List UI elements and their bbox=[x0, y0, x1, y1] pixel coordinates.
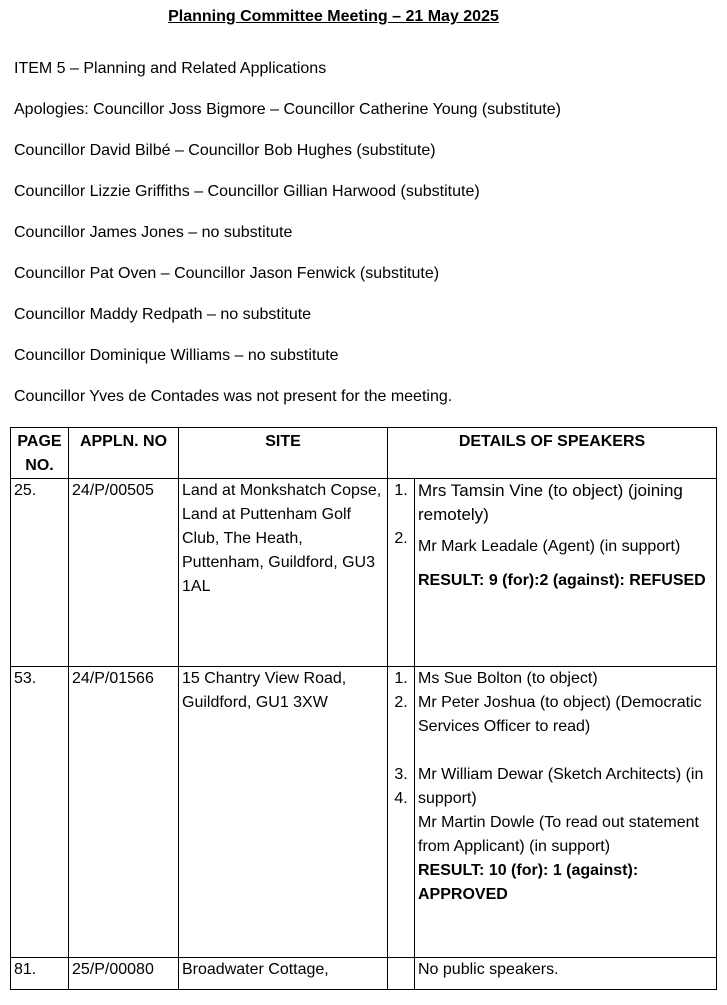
item-heading: ITEM 5 – Planning and Related Applications bbox=[14, 60, 327, 77]
apology-line: Councillor James Jones – no substitute bbox=[14, 224, 293, 241]
table-row bbox=[11, 958, 717, 990]
speaker-numbers: 1. 2. 3. 4. bbox=[388, 667, 415, 958]
appln-no-cell: 24/P/01566 bbox=[69, 667, 179, 958]
speaker-entry: Mr Martin Dowle (To read out statement from Applicant) (in support) bbox=[418, 814, 699, 855]
speakers-table bbox=[10, 427, 717, 990]
speaker-details-cell: No public speakers. bbox=[415, 958, 717, 990]
appln-no-cell: 24/P/00505 bbox=[69, 479, 179, 667]
apology-line: Councillor David Bilbé – Councillor Bob Hughes (substitute) bbox=[14, 142, 436, 159]
page-title: Planning Committee Meeting – 21 May 2025 bbox=[168, 8, 499, 25]
table-row bbox=[11, 479, 717, 667]
apology-line: Councillor Pat Oven – Councillor Jason Fenwick (substitute) bbox=[14, 265, 440, 282]
page-no-cell: 81. bbox=[11, 958, 69, 990]
apology-line: Councillor Dominique Williams – no substitute bbox=[14, 347, 339, 364]
page-no-cell: 25. bbox=[11, 479, 69, 667]
site-cell: 15 Chantry View Road, Guildford, GU1 3XW bbox=[179, 667, 388, 958]
site-cell: Broadwater Cottage, bbox=[179, 958, 388, 990]
apology-line: Councillor Lizzie Griffiths – Councillor Gillian Harwood (substitute) bbox=[14, 183, 480, 200]
speaker-details-cell bbox=[415, 479, 717, 667]
apology-line: Apologies: Councillor Joss Bigmore – Councillor Catherine Young (substitute) bbox=[14, 101, 561, 118]
speaker-entry: Ms Sue Bolton (to object) bbox=[418, 670, 598, 687]
site-cell: Land at Monkshatch Copse, Land at Puttenham Golf Club, The Heath, Puttenham, Guildford, GU3 1AL bbox=[179, 479, 388, 667]
table-header-row bbox=[11, 428, 717, 479]
result-text: RESULT: 10 (for): 1 (against): APPROVED bbox=[418, 862, 639, 903]
page-no-cell: 53. bbox=[11, 667, 69, 958]
apology-line: Councillor Maddy Redpath – no substitute bbox=[14, 306, 312, 323]
speaker-entry: Mr Peter Joshua (to object) (Democratic Services Officer to read) bbox=[418, 694, 702, 735]
header-speakers: DETAILS OF SPEAKERS bbox=[388, 428, 717, 479]
speaker-numbers: 1. 2. bbox=[388, 479, 415, 667]
header-appln-no: APPLN. NO bbox=[69, 428, 179, 479]
speaker-details-cell bbox=[415, 667, 717, 958]
table-row bbox=[11, 667, 717, 958]
header-site: SITE bbox=[179, 428, 388, 479]
speaker-entry: Mr William Dewar (Sketch Architects) (in support) bbox=[418, 766, 704, 807]
absence-note: Councillor Yves de Contades was not present for the meeting. bbox=[14, 388, 453, 405]
speaker-entry: Mr Mark Leadale (Agent) (in support) bbox=[418, 538, 681, 555]
appln-no-cell: 25/P/00080 bbox=[69, 958, 179, 990]
header-page-no: PAGE NO. bbox=[11, 428, 69, 479]
result-text: RESULT: 9 (for):2 (against): REFUSED bbox=[418, 572, 706, 589]
speaker-numbers bbox=[388, 958, 415, 990]
speaker-entry: Mrs Tamsin Vine (to object) (joining remotely) bbox=[418, 481, 683, 524]
